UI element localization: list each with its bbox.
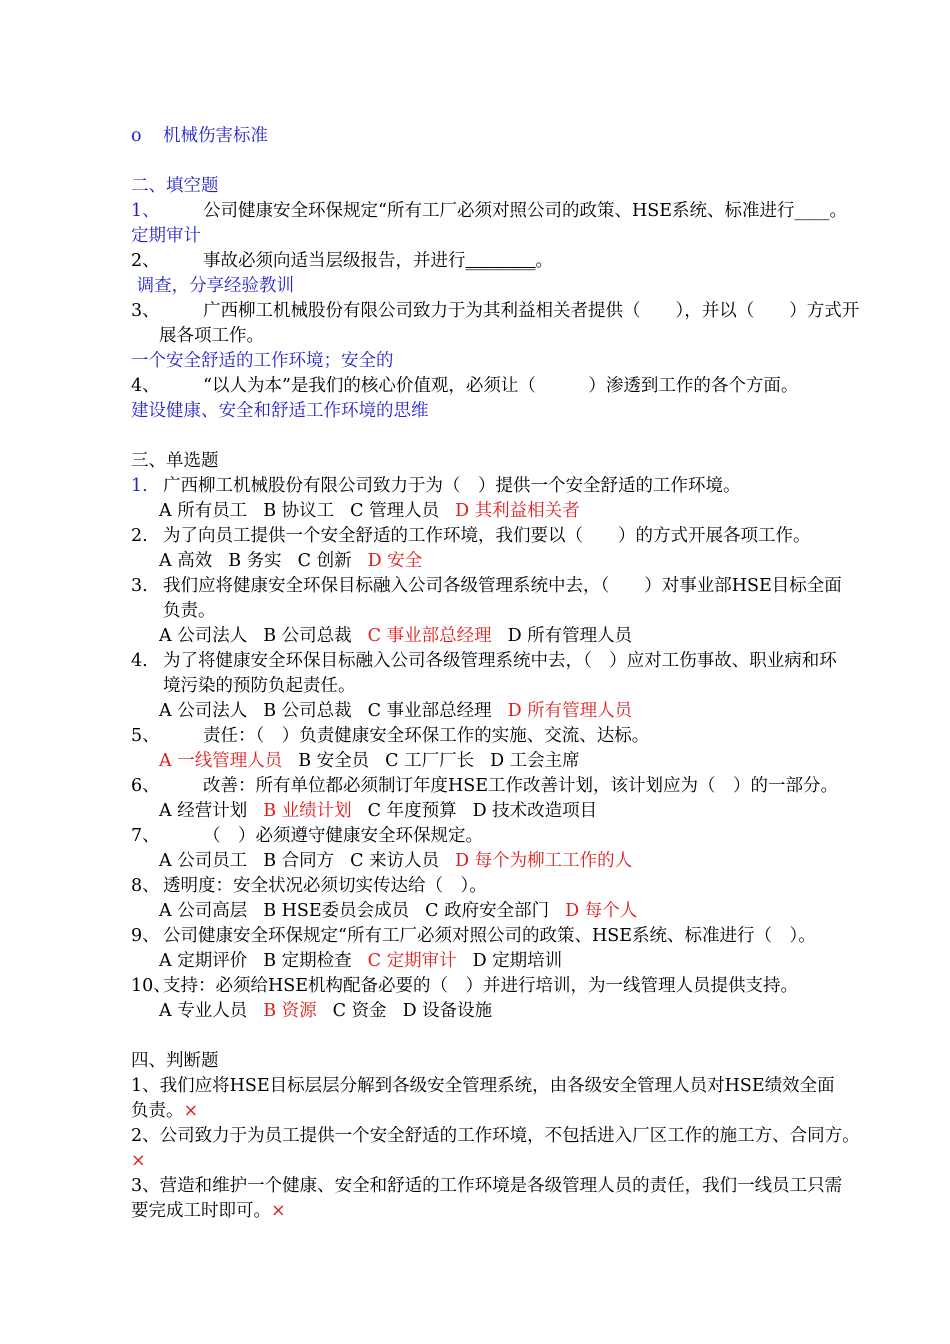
single-question-4 xyxy=(131,649,901,674)
options-row xyxy=(131,624,901,649)
option: B 安全员 xyxy=(298,751,370,771)
option: A 专业人员 xyxy=(159,1001,248,1021)
question-text-cont: 负责。 xyxy=(163,601,216,621)
option-correct: D 安全 xyxy=(367,551,423,571)
section-heading-single: 三、单选题 xyxy=(131,451,219,471)
single-question-3 xyxy=(131,574,901,599)
option: B 合同方 xyxy=(263,851,335,871)
fill-answer-2: 调查，分享经验教训 xyxy=(131,276,295,296)
judge-question-cont xyxy=(131,1199,901,1224)
options-row xyxy=(131,499,901,524)
question-number: 2、 xyxy=(131,251,160,271)
doc-title xyxy=(131,124,901,149)
question-number: 9、 xyxy=(131,926,160,946)
option: B 务实 xyxy=(228,551,282,571)
option-correct: B 业绩计划 xyxy=(263,801,352,821)
option-correct: D 每个人 xyxy=(565,901,638,921)
option: C 政府安全部门 xyxy=(425,901,550,921)
option: D 设备设施 xyxy=(402,1001,493,1021)
question-text: 责任：（ ）负责健康安全环保工作的实施、交流、达标。 xyxy=(203,726,650,746)
option: A 公司员工 xyxy=(159,851,248,871)
single-question-5 xyxy=(131,724,901,749)
section-heading-fill: 二、填空题 xyxy=(131,176,219,196)
fill-answer-3: 一个安全舒适的工作环境；安全的 xyxy=(131,351,394,371)
option: A 高效 xyxy=(159,551,213,571)
option: C 创新 xyxy=(297,551,352,571)
option: A 公司高层 xyxy=(159,901,248,921)
question-number: 7、 xyxy=(131,826,160,846)
options-row xyxy=(131,749,901,774)
wrong-mark-icon: × xyxy=(131,1151,146,1171)
question-number: 5、 xyxy=(131,726,160,746)
options-row xyxy=(131,899,901,924)
judge-question-3: 3、营造和维护一个健康、安全和舒适的工作环境是各级管理人员的责任，我们一线员工只需 xyxy=(131,1176,843,1196)
option: B 公司总裁 xyxy=(263,626,352,646)
single-choice-list xyxy=(131,474,901,1024)
option: C 来访人员 xyxy=(350,851,440,871)
option-correct: B 资源 xyxy=(263,1001,317,1021)
fill-question-3 xyxy=(131,299,901,324)
option: C 年度预算 xyxy=(367,801,457,821)
option: A 所有员工 xyxy=(159,501,248,521)
question-number: 8、 xyxy=(131,876,160,896)
option: A 公司法人 xyxy=(159,701,248,721)
judge-question-cont xyxy=(131,1149,901,1174)
question-number: 2. xyxy=(131,526,148,546)
options-row xyxy=(131,549,901,574)
option: A 定期评价 xyxy=(159,951,248,971)
judge-list xyxy=(131,1074,901,1224)
judge-question-1: 1、我们应将HSE目标层层分解到各级安全管理系统，由各级安全管理人员对HSE绩效全面 xyxy=(131,1076,835,1096)
fill-answer-4: 建设健康、安全和舒适工作环境的思维 xyxy=(131,401,429,421)
option: C 工厂厂长 xyxy=(385,751,475,771)
section-heading-judge: 四、判断题 xyxy=(131,1051,219,1071)
option-correct: D 每个为柳工工作的人 xyxy=(455,851,633,871)
option: B 协议工 xyxy=(263,501,335,521)
option: D 定期培训 xyxy=(472,951,563,971)
answer-blank: ________ xyxy=(465,251,536,271)
question-text: 改善：所有单位都必须制订年度HSE工作改善计划，该计划应为（ ）的一部分。 xyxy=(203,776,839,796)
question-number: 3、 xyxy=(131,301,160,321)
wrong-mark-icon: × xyxy=(183,1101,199,1121)
option: D 工会主席 xyxy=(490,751,580,771)
question-text: 我们应将健康安全环保目标融入公司各级管理系统中去，（ ）对事业部HSE目标全面 xyxy=(163,576,842,596)
option: D 所有管理人员 xyxy=(507,626,633,646)
fill-question-4 xyxy=(131,374,901,399)
option: C 资金 xyxy=(332,1001,387,1021)
option: C 事业部总经理 xyxy=(367,701,492,721)
question-number: 10、 xyxy=(131,976,171,996)
question-number: 4、 xyxy=(131,376,160,396)
options-row xyxy=(131,699,901,724)
question-text: 为了将健康安全环保目标融入公司各级管理系统中去，（ ）应对工伤事故、职业病和环 xyxy=(163,651,837,671)
question-number: 6、 xyxy=(131,776,160,796)
question-number: 1. xyxy=(131,476,148,496)
fill-answer-1: 定期审计 xyxy=(131,226,201,246)
title-text: 机械伤害标准 xyxy=(163,126,268,146)
option: B 定期检查 xyxy=(263,951,352,971)
options-row xyxy=(131,799,901,824)
single-question-9 xyxy=(131,924,901,949)
option-correct: C 事业部总经理 xyxy=(367,626,492,646)
question-text: 广西柳工机械股份有限公司致力于为（ ）提供一个安全舒适的工作环境。 xyxy=(163,476,741,496)
single-question-10 xyxy=(131,974,901,999)
single-question-7 xyxy=(131,824,901,849)
options-row xyxy=(131,949,901,974)
single-question-2 xyxy=(131,524,901,549)
question-number: 3. xyxy=(131,576,148,596)
question-text: 广西柳工机械股份有限公司致力于为其利益相关者提供（ ），并以（ ）方式开 xyxy=(203,301,860,321)
question-text: 支持：必须给HSE机构配备必要的（ ）并进行培训，为一线管理人员提供支持。 xyxy=(163,976,799,996)
option: B 公司总裁 xyxy=(263,701,352,721)
fill-question-3-cont: 展各项工作。 xyxy=(159,326,264,346)
question-text: 公司健康安全环保规定“所有工厂必须对照公司的政策、HSE系统、标准进行（ ）。 xyxy=(163,926,816,946)
fill-question-1 xyxy=(131,199,901,224)
question-text: （ ）必须遵守健康安全环保规定。 xyxy=(203,826,483,846)
option: C 管理人员 xyxy=(350,501,440,521)
option: D 技术改造项目 xyxy=(472,801,598,821)
fill-question-2 xyxy=(131,249,901,274)
question-text: 为了向员工提供一个安全舒适的工作环境，我们要以（ ）的方式开展各项工作。 xyxy=(163,526,811,546)
document-body xyxy=(131,124,901,1224)
question-number: 4. xyxy=(131,651,148,671)
options-row xyxy=(131,849,901,874)
single-question-1 xyxy=(131,474,901,499)
question-text: 公司健康安全环保规定“所有工厂必须对照公司的政策、HSE系统、标准进行____。 xyxy=(203,201,847,221)
option-correct: D 所有管理人员 xyxy=(507,701,633,721)
bullet-icon: o xyxy=(131,126,142,146)
question-text-end: 。 xyxy=(535,251,553,271)
judge-question-2: 2、公司致力于为员工提供一个安全舒适的工作环境，不包括进入厂区工作的施工方、合同方。 xyxy=(131,1126,860,1146)
option: A 经营计划 xyxy=(159,801,248,821)
wrong-mark-icon: × xyxy=(271,1201,286,1221)
question-number: 1、 xyxy=(131,201,160,221)
question-text: 事故必须向适当层级报告，并进行 xyxy=(203,251,466,271)
single-question-6 xyxy=(131,774,901,799)
option-correct: D 其利益相关者 xyxy=(455,501,580,521)
question-text: “以人为本”是我们的核心价值观，必须让（ ）渗透到工作的各个方面。 xyxy=(203,376,799,396)
option: A 公司法人 xyxy=(159,626,248,646)
option-correct: C 定期审计 xyxy=(367,951,457,971)
question-text-cont: 境污染的预防负起责任。 xyxy=(163,676,356,696)
options-row xyxy=(131,999,901,1024)
judge-text-cont: 负责。 xyxy=(131,1101,184,1121)
single-question-8 xyxy=(131,874,901,899)
option: B HSE委员会成员 xyxy=(263,901,410,921)
judge-question-cont xyxy=(131,1099,901,1124)
option-correct: A 一线管理人员 xyxy=(159,751,283,771)
judge-text-cont: 要完成工时即可。 xyxy=(131,1201,271,1221)
question-text: 透明度：安全状况必须切实传达给（ ）。 xyxy=(163,876,487,896)
